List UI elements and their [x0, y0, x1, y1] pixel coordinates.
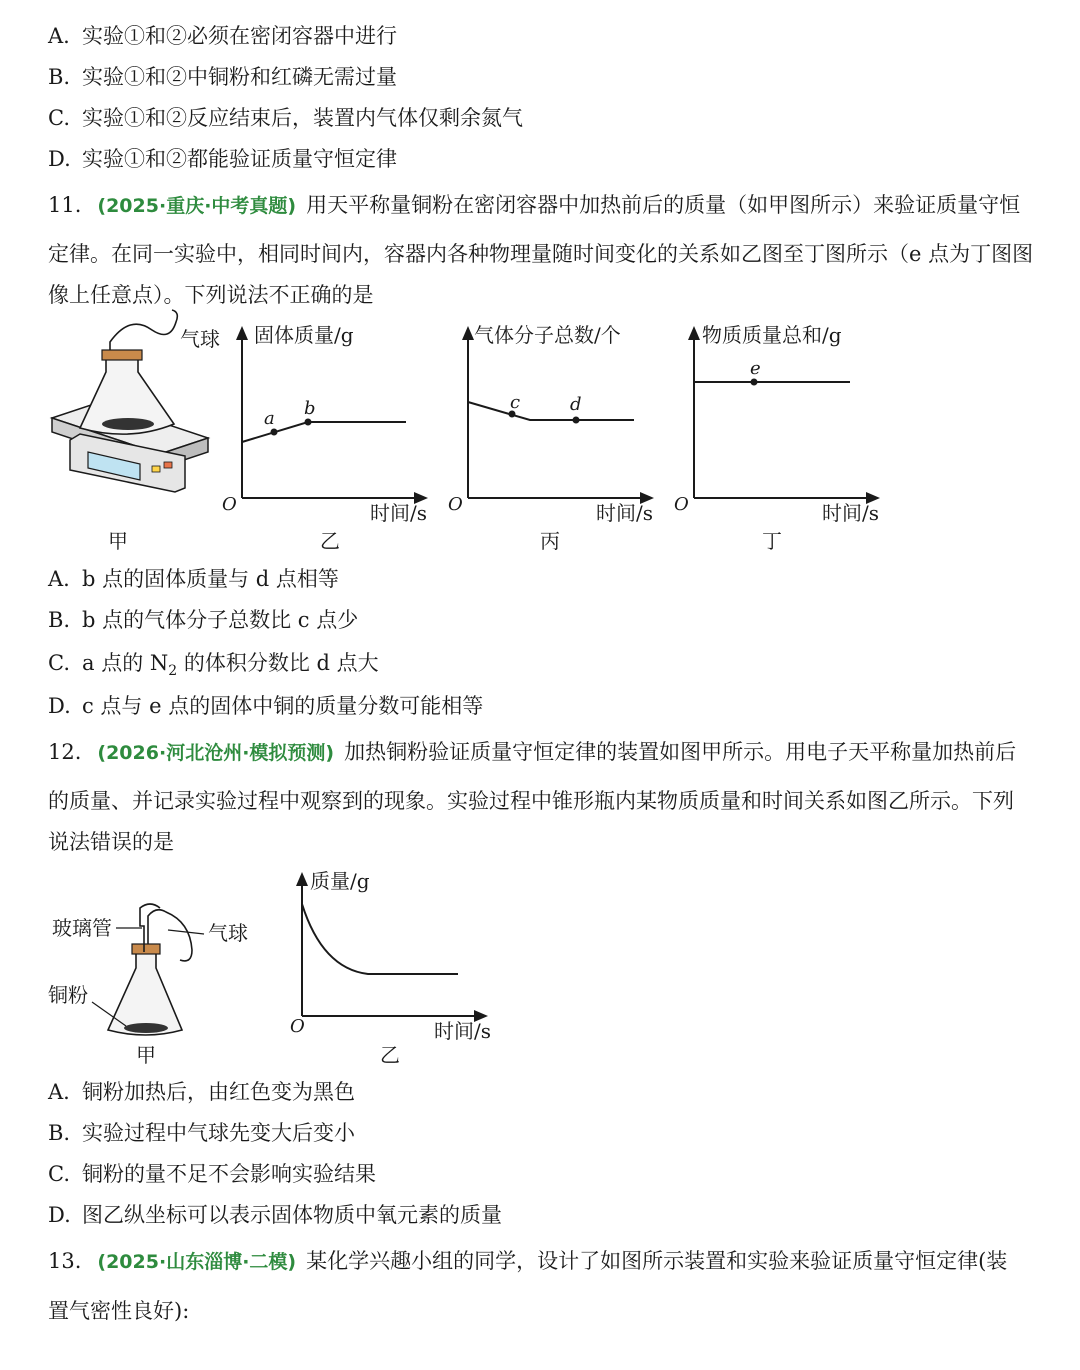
q11-option-c: C. a 点的 $N_2$ 的体积分数比 d 点大	[48, 651, 379, 680]
figure-caption-jia: 甲	[108, 529, 128, 553]
chart-yi-origin: O	[222, 494, 237, 515]
q13-stem-line1: 13. (2025·山东淄博·二模) 某化学兴趣小组的同学，设计了如图所示装置和实验来验证质量守恒定律(装	[48, 1249, 1008, 1273]
point-e	[751, 379, 758, 386]
figure-caption-jia: 甲	[136, 1043, 156, 1067]
chart-yi-xlabel: 时间/s	[370, 501, 428, 525]
chart-ding-origin: O	[674, 494, 689, 515]
q12-option-d: D. 图乙纵坐标可以表示固体物质中氧元素的质量	[48, 1203, 502, 1227]
q12-option-a: A. 铜粉加热后，由红色变为黑色	[48, 1080, 355, 1104]
q11-chart-bing	[436, 320, 666, 560]
q12-option-b: B. 实验过程中气球先变大后变小	[48, 1121, 355, 1145]
balloon-label: 气球	[180, 327, 220, 351]
chart-xlabel: 时间/s	[434, 1019, 492, 1043]
q11-option-d: D. c 点与 e 点的固体中铜的质量分数可能相等	[48, 694, 484, 718]
chart-bing-line	[468, 402, 634, 420]
q12-stem-line3: 说法错误的是	[48, 830, 174, 854]
q11-stem-line2: 定律。在同一实验中，相同时间内，容器内各种物理量随时间变化的关系如乙图至丁图所示（e 点为丁图图	[48, 242, 1034, 266]
point-b	[305, 419, 312, 426]
q12-stem-line2: 的质量、并记录实验过程中观察到的现象。实验过程中锥形瓶内某物质质量和时间关系如图乙所示。下列	[48, 789, 1014, 813]
q12-source-tag: (2026·河北沧州·模拟预测)	[97, 742, 335, 764]
q12-option-c: C. 铜粉的量不足不会影响实验结果	[48, 1162, 376, 1186]
point-a-label: a	[264, 408, 275, 429]
chart-bing-origin: O	[448, 494, 463, 515]
balloon-label: 气球	[208, 921, 248, 945]
chart-bing-xlabel: 时间/s	[596, 501, 654, 525]
q10-option-c: C. 实验①和②反应结束后，装置内气体仅剩余氮气	[48, 106, 523, 130]
point-d-label: d	[570, 394, 582, 415]
point-e-label: e	[750, 358, 761, 379]
q13-source-tag: (2025·山东淄博·二模)	[97, 1251, 297, 1273]
chart-origin: O	[290, 1016, 305, 1037]
q10-option-b: B. 实验①和②中铜粉和红磷无需过量	[48, 65, 397, 89]
q11-chart-ding	[662, 320, 892, 560]
point-d	[573, 417, 580, 424]
q12-figure-jia	[40, 890, 280, 1070]
chart-ylabel: 质量/g	[310, 869, 370, 893]
chart-bing-ylabel: 气体分子总数/个	[474, 323, 621, 347]
chart-yi-ylabel: 固体质量/g	[254, 323, 354, 347]
q13-stem-line2: 置气密性良好):	[48, 1299, 190, 1323]
point-a	[271, 429, 278, 436]
chart-line	[302, 904, 458, 974]
q11-stem-line1: 11. (2025·重庆·中考真题) 用天平称量铜粉在密闭容器中加热前后的质量（如甲图所示）来验证质量守恒	[48, 193, 1021, 217]
chart-ding-xlabel: 时间/s	[822, 501, 880, 525]
q12-stem-line1: 12. (2026·河北沧州·模拟预测) 加热铜粉验证质量守恒定律的装置如图甲所示。用电子天平称量加热前后	[48, 740, 1017, 764]
glass-tube-label: 玻璃管	[52, 916, 112, 940]
chart-ding-caption: 丁	[762, 529, 782, 553]
copper-powder-label: 铜粉	[48, 983, 88, 1007]
point-c-label: c	[510, 392, 521, 413]
chart-yi-caption: 乙	[320, 529, 340, 553]
q11-option-a: A. b 点的固体质量与 d 点相等	[48, 567, 339, 591]
chart-bing-caption: 丙	[540, 529, 560, 553]
chart-caption: 乙	[380, 1043, 400, 1067]
q11-option-b: B. b 点的气体分子总数比 c 点少	[48, 608, 359, 632]
q11-stem-line3: 像上任意点）。下列说法不正确的是	[48, 283, 374, 307]
q11-chart-yi	[210, 320, 440, 560]
q10-option-d: D. 实验①和②都能验证质量守恒定律	[48, 147, 397, 171]
chart-ding-ylabel: 物质质量总和/g	[702, 323, 842, 347]
point-b-label: b	[304, 398, 316, 419]
q10-option-a: A. 实验①和②必须在密闭容器中进行	[48, 24, 397, 48]
flask-illustration	[80, 310, 177, 434]
q12-chart-yi	[270, 866, 510, 1066]
q11-source-tag: (2025·重庆·中考真题)	[97, 195, 297, 217]
